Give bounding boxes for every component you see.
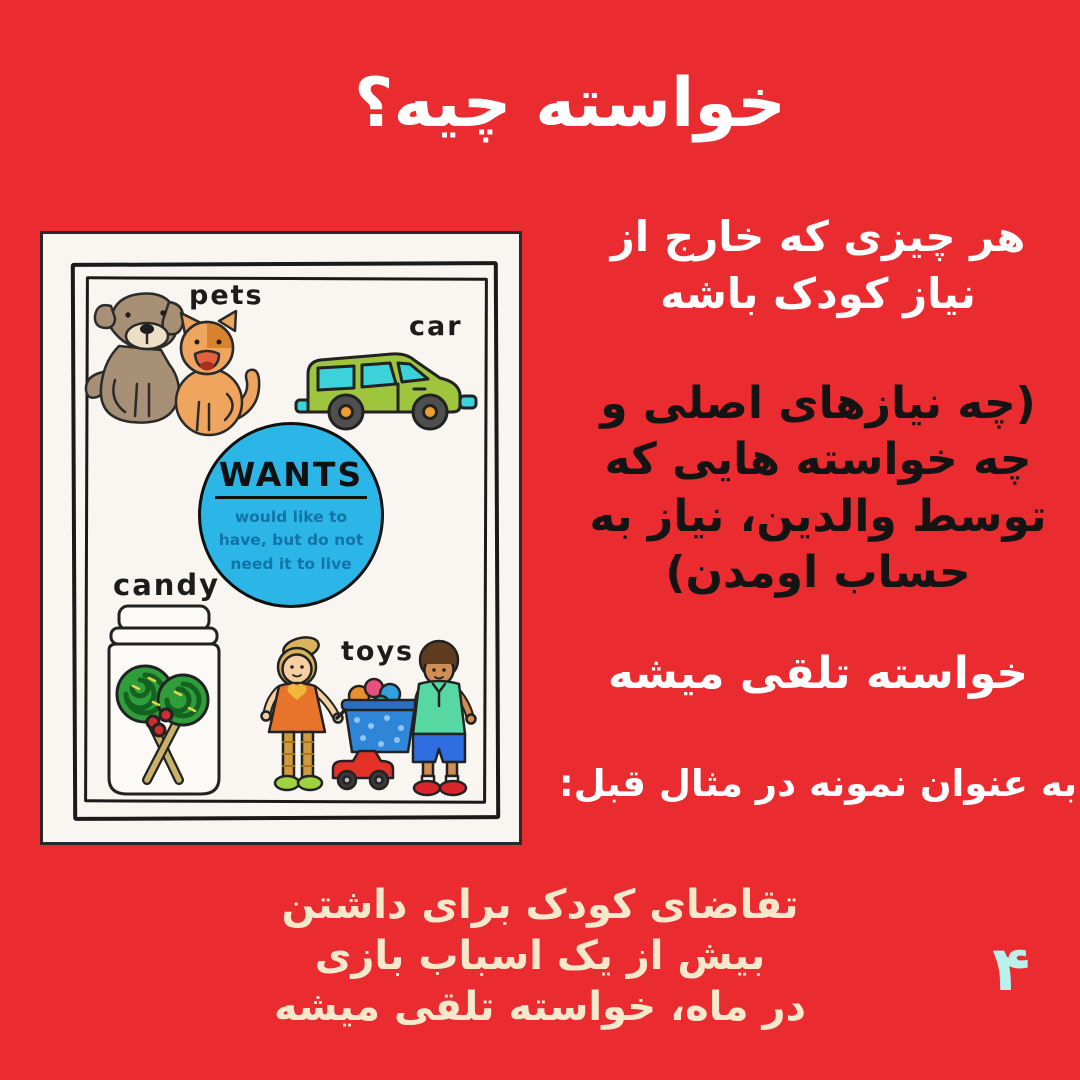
- cat-illustration: [163, 310, 265, 442]
- example-caption-line-1: تقاضای کودک برای داشتن: [281, 882, 799, 928]
- cat-icon: [163, 310, 265, 438]
- parenthetical-line-3: توسط والدین، نیاز به: [589, 490, 1047, 542]
- intro-line-2: نیاز کودک باشه: [660, 269, 976, 319]
- wants-subtext-line-1: would like to: [234, 508, 348, 526]
- label-pets: pets: [189, 280, 264, 311]
- example-caption-line-2: بیش از یک اسباب بازی: [314, 932, 766, 979]
- wants-subtext-line-2: have, but do not: [218, 531, 364, 550]
- conclusion-line: خواسته تلقی میشه: [607, 648, 1029, 699]
- candy-jar-illustration: [97, 602, 231, 806]
- intro-line-1: هر چیزی که خارج از: [610, 212, 1026, 261]
- example-caption: [150, 880, 930, 1032]
- parenthetical-paragraph: [552, 376, 1080, 601]
- parenthetical-line-1: (چه نیازهای اصلی و: [600, 378, 1036, 429]
- wants-subtext-line-3: need it to live: [230, 554, 352, 573]
- wants-poster-image: [40, 231, 522, 845]
- intro-paragraph: [552, 208, 1080, 322]
- car-icon: [294, 332, 478, 434]
- example-caption-line-3: در ماه، خواسته تلقی میشه: [273, 983, 807, 1030]
- label-toys: toys: [341, 636, 415, 667]
- candy-jar-icon: [97, 602, 231, 802]
- wants-heading: WANTS: [215, 455, 367, 499]
- page-number: ۴: [992, 932, 1030, 1005]
- parenthetical-line-4: حساب اومدن): [665, 546, 971, 598]
- page-title: خواسته چیه؟: [354, 64, 786, 143]
- car-illustration: [294, 332, 478, 438]
- example-lead-line: به عنوان نمونه در مثال قبل:: [558, 762, 1078, 805]
- label-candy: candy: [113, 568, 221, 602]
- label-car: car: [409, 311, 463, 342]
- wants-circle: [198, 422, 384, 608]
- parenthetical-line-2: چه خواسته هایی که: [604, 434, 1032, 486]
